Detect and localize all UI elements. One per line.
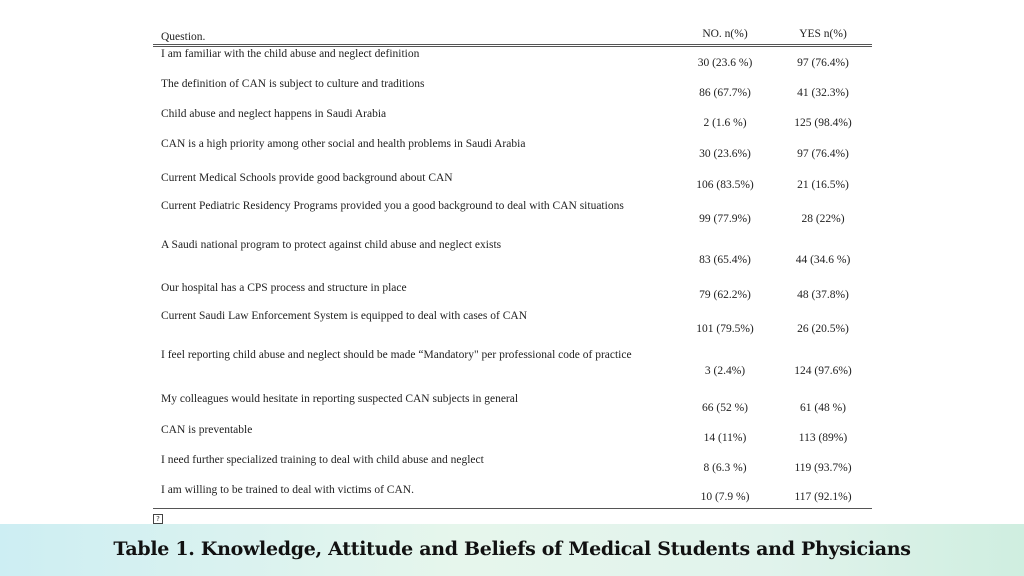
caption-band xyxy=(0,524,1024,576)
row-no-value: 3 (2.4%) xyxy=(704,365,746,377)
row-yes-value: 26 (20.5%) xyxy=(797,323,849,335)
table-row xyxy=(153,424,872,454)
row-yes-value: 61 (48 %) xyxy=(800,402,846,414)
row-question: The definition of CAN is subject to culture and traditions xyxy=(161,78,425,90)
row-no-value: 83 (65.4%) xyxy=(699,254,751,266)
table-row xyxy=(153,282,872,310)
row-question: I am familiar with the child abuse and neglect definition xyxy=(161,48,420,60)
broken-image-icon: ? xyxy=(153,514,163,524)
row-no-value: 10 (7.9 %) xyxy=(700,491,750,503)
table-row xyxy=(153,484,872,508)
row-yes-value: 119 (93.7%) xyxy=(794,462,852,474)
row-no-value: 8 (6.3 %) xyxy=(703,462,747,474)
row-question: Current Pediatric Residency Programs provided you a good background to deal with CAN situations xyxy=(161,200,624,212)
row-no-value: 2 (1.6 %) xyxy=(703,117,747,129)
table-row xyxy=(153,454,872,484)
table-caption: Table 1. Knowledge, Attitude and Beliefs of Medical Students and Physicians xyxy=(113,538,911,560)
table-header xyxy=(153,26,872,45)
table-row xyxy=(153,48,872,78)
row-question: Current Saudi Law Enforcement System is equipped to deal with cases of CAN xyxy=(161,310,528,322)
table-row xyxy=(153,239,872,282)
header-no: NO. n(%) xyxy=(702,28,748,40)
table-row xyxy=(153,78,872,108)
row-question: Current Medical Schools provide good background about CAN xyxy=(161,172,453,184)
row-question: My colleagues would hesitate in reporting suspected CAN subjects in general xyxy=(161,393,519,405)
row-question: I am willing to be trained to deal with victims of CAN. xyxy=(161,484,414,496)
row-yes-value: 117 (92.1%) xyxy=(794,491,852,503)
header-question: Question. xyxy=(161,31,206,43)
row-yes-value: 97 (76.4%) xyxy=(797,57,849,69)
table-row xyxy=(153,172,872,200)
row-no-value: 14 (11%) xyxy=(703,432,747,444)
row-yes-value: 124 (97.6%) xyxy=(794,365,852,377)
table-row xyxy=(153,310,872,349)
row-no-value: 30 (23.6 %) xyxy=(697,57,753,69)
row-no-value: 99 (77.9%) xyxy=(699,213,751,225)
row-yes-value: 21 (16.5%) xyxy=(797,179,849,191)
row-question: I need further specialized training to deal with child abuse and neglect xyxy=(161,454,484,466)
row-yes-value: 97 (76.4%) xyxy=(797,148,849,160)
table-row xyxy=(153,108,872,138)
row-yes-value: 28 (22%) xyxy=(801,213,845,225)
row-yes-value: 48 (37.8%) xyxy=(797,289,849,301)
row-question: CAN is preventable xyxy=(161,424,253,436)
table-bottom-rule xyxy=(153,508,872,509)
survey-table xyxy=(153,26,872,508)
row-no-value: 79 (62.2%) xyxy=(699,289,751,301)
row-question: Child abuse and neglect happens in Saudi Arabia xyxy=(161,108,387,120)
table-row xyxy=(153,138,872,172)
table-body xyxy=(153,48,872,508)
table-row xyxy=(153,200,872,239)
table-row xyxy=(153,349,872,393)
row-yes-value: 125 (98.4%) xyxy=(794,117,852,129)
table-row xyxy=(153,393,872,424)
row-question: I feel reporting child abuse and neglect should be made “Mandatory" per professional code of practice xyxy=(161,349,632,361)
row-question: Our hospital has a CPS process and structure in place xyxy=(161,282,407,294)
row-no-value: 106 (83.5%) xyxy=(696,179,754,191)
row-yes-value: 44 (34.6 %) xyxy=(795,254,851,266)
row-yes-value: 113 (89%) xyxy=(798,432,848,444)
row-no-value: 66 (52 %) xyxy=(702,402,748,414)
row-question: A Saudi national program to protect against child abuse and neglect exists xyxy=(161,239,502,251)
row-no-value: 30 (23.6%) xyxy=(699,148,751,160)
row-yes-value: 41 (32.3%) xyxy=(797,87,849,99)
row-no-value: 101 (79.5%) xyxy=(696,323,754,335)
row-no-value: 86 (67.7%) xyxy=(699,87,751,99)
header-yes: YES n(%) xyxy=(799,28,847,40)
row-question: CAN is a high priority among other social and health problems in Saudi Arabia xyxy=(161,138,526,150)
